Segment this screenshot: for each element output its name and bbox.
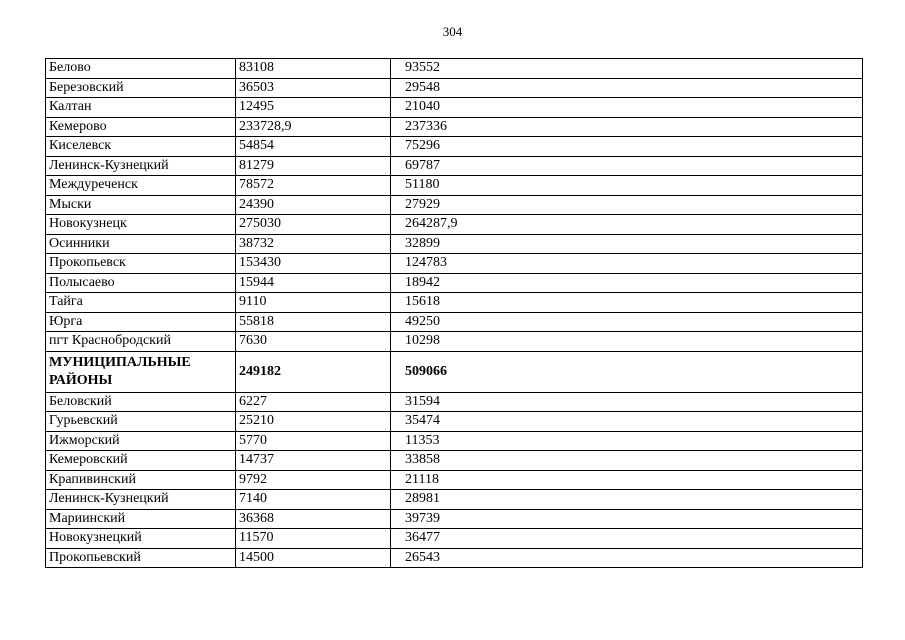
value-c-cell: 51180 — [391, 176, 863, 196]
value-b-cell: 15944 — [236, 273, 391, 293]
table-row — [46, 293, 863, 313]
value-c-cell: 264287,9 — [391, 215, 863, 235]
value-b-cell: 24390 — [236, 195, 391, 215]
table-row — [46, 392, 863, 412]
row-name-cell: Осинники — [46, 234, 236, 254]
value-c-cell: 21040 — [391, 98, 863, 118]
value-c-cell: 32899 — [391, 234, 863, 254]
value-b-cell: 6227 — [236, 392, 391, 412]
value-c-cell: 35474 — [391, 412, 863, 432]
table-row — [46, 509, 863, 529]
table-row — [46, 215, 863, 235]
table-row — [46, 98, 863, 118]
row-name-cell: Тайга — [46, 293, 236, 313]
table-row — [46, 137, 863, 157]
value-b-cell: 36368 — [236, 509, 391, 529]
value-b-cell: 12495 — [236, 98, 391, 118]
value-b-cell: 233728,9 — [236, 117, 391, 137]
value-c-cell: 28981 — [391, 490, 863, 510]
value-c-cell: 69787 — [391, 156, 863, 176]
value-c-cell: 10298 — [391, 332, 863, 352]
value-b-cell: 54854 — [236, 137, 391, 157]
value-c-cell: 49250 — [391, 312, 863, 332]
value-b-cell: 38732 — [236, 234, 391, 254]
value-b-cell: 7630 — [236, 332, 391, 352]
value-b-cell: 9110 — [236, 293, 391, 313]
value-b-cell: 83108 — [236, 59, 391, 79]
value-c-cell: 124783 — [391, 254, 863, 274]
table-row — [46, 59, 863, 79]
value-c-cell: 15618 — [391, 293, 863, 313]
section-heading-row — [46, 351, 863, 392]
row-name-cell: Ленинск-Кузнецкий — [46, 156, 236, 176]
row-name-cell: Новокузнецк — [46, 215, 236, 235]
table-row — [46, 234, 863, 254]
value-b-cell: 11570 — [236, 529, 391, 549]
value-b-cell: 5770 — [236, 431, 391, 451]
table-row — [46, 332, 863, 352]
value-b-cell: 275030 — [236, 215, 391, 235]
row-name-cell: Прокопьевск — [46, 254, 236, 274]
row-name-cell: Белово — [46, 59, 236, 79]
table-row — [46, 78, 863, 98]
value-c-cell: 18942 — [391, 273, 863, 293]
table-row — [46, 529, 863, 549]
value-b-cell: 25210 — [236, 412, 391, 432]
value-b-cell: 7140 — [236, 490, 391, 510]
table-row — [46, 176, 863, 196]
value-b-cell: 9792 — [236, 470, 391, 490]
table-row — [46, 470, 863, 490]
row-name-cell: Кемеровский — [46, 451, 236, 471]
value-b-cell: 55818 — [236, 312, 391, 332]
value-c-cell: 509066 — [391, 351, 863, 392]
table-row — [46, 273, 863, 293]
value-c-cell: 21118 — [391, 470, 863, 490]
value-c-cell: 29548 — [391, 78, 863, 98]
row-name-cell: Ленинск-Кузнецкий — [46, 490, 236, 510]
value-c-cell: 31594 — [391, 392, 863, 412]
row-name-cell: Юрга — [46, 312, 236, 332]
row-name-cell: Мариинский — [46, 509, 236, 529]
value-c-cell: 27929 — [391, 195, 863, 215]
table-row — [46, 195, 863, 215]
table-row — [46, 490, 863, 510]
row-name-cell: Мыски — [46, 195, 236, 215]
table-row — [46, 431, 863, 451]
value-b-cell: 153430 — [236, 254, 391, 274]
data-table — [45, 58, 863, 568]
page-number: 304 — [442, 24, 463, 39]
value-b-cell: 14500 — [236, 548, 391, 568]
row-name-cell: Березовский — [46, 78, 236, 98]
row-name-cell: Прокопьевский — [46, 548, 236, 568]
value-c-cell: 237336 — [391, 117, 863, 137]
row-name-cell: Новокузнецкий — [46, 529, 236, 549]
table-row — [46, 451, 863, 471]
row-name-cell: Киселевск — [46, 137, 236, 157]
table-row — [46, 312, 863, 332]
row-name-cell: Беловский — [46, 392, 236, 412]
value-b-cell: 81279 — [236, 156, 391, 176]
row-name-cell: Гурьевский — [46, 412, 236, 432]
value-c-cell: 11353 — [391, 431, 863, 451]
table-body — [46, 59, 863, 568]
value-c-cell: 39739 — [391, 509, 863, 529]
table-row — [46, 117, 863, 137]
value-b-cell: 249182 — [236, 351, 391, 392]
value-c-cell: 26543 — [391, 548, 863, 568]
row-name-cell: МУНИЦИПАЛЬНЫЕ РАЙОНЫ — [46, 351, 236, 392]
row-name-cell: Ижморский — [46, 431, 236, 451]
value-c-cell: 93552 — [391, 59, 863, 79]
value-b-cell: 78572 — [236, 176, 391, 196]
value-b-cell: 36503 — [236, 78, 391, 98]
row-name-cell: пгт Краснобродский — [46, 332, 236, 352]
row-name-cell: Полысаево — [46, 273, 236, 293]
table-row — [46, 254, 863, 274]
table-row — [46, 412, 863, 432]
table-row — [46, 548, 863, 568]
row-name-cell: Кемерово — [46, 117, 236, 137]
row-name-cell: Калтан — [46, 98, 236, 118]
value-c-cell: 36477 — [391, 529, 863, 549]
row-name-cell: Крапивинский — [46, 470, 236, 490]
value-c-cell: 75296 — [391, 137, 863, 157]
row-name-cell: Междуреченск — [46, 176, 236, 196]
value-c-cell: 33858 — [391, 451, 863, 471]
value-b-cell: 14737 — [236, 451, 391, 471]
table-row — [46, 156, 863, 176]
